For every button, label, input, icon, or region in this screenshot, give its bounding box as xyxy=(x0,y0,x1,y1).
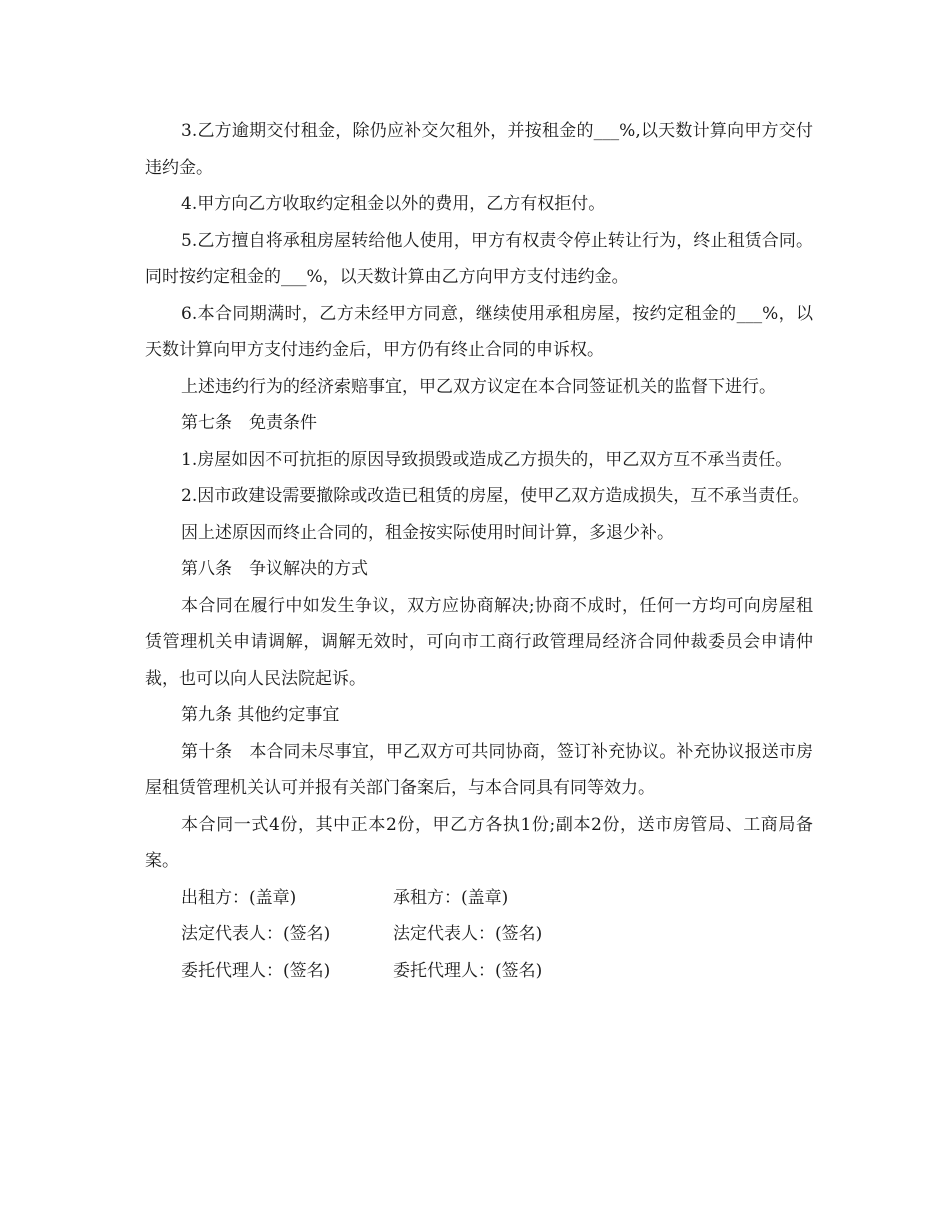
breach-claims-paragraph: 上述违约行为的经济索赔事宜，甲乙双方议定在本合同签证机关的监督下进行。 xyxy=(181,376,776,397)
contract-copies-paragraph: 本合同一式4份，其中正本2份，甲乙方各执1份;副本2份，送市房管局、工商局备案。 xyxy=(145,814,813,871)
clause-4-refuse-extra-fees: 4.甲方向乙方收取约定租金以外的费用，乙方有权拒付。 xyxy=(181,194,606,214)
clause-6-overstay-penalty: 6.本合同期满时，乙方未经甲方同意，继续使用承租房屋，按约定租金的___%，以天数计算向甲方支付违约金后，甲方仍有终止合同的申诉权。 xyxy=(145,303,813,360)
lessor-seal-label: 出租方：(盖章) xyxy=(181,887,297,908)
article-7-item-2: 2.因市政建设需要撤除或改造已租赁的房屋，使甲乙双方造成损失，互不承当责任。 xyxy=(181,486,810,506)
article-7-rent-settlement: 因上述原因而终止合同的，租金按实际使用时间计算，多退少补。 xyxy=(181,522,674,543)
article-8-heading: 第八条 争议解决的方式 xyxy=(181,559,368,579)
document-body xyxy=(145,113,813,989)
signature-row-party xyxy=(145,880,813,917)
clause-3-late-rent-penalty: 3.乙方逾期交付租金，除仍应补交欠租外，并按租金的___%,以天数计算向甲方交付违约金。 xyxy=(145,121,813,178)
article-7-heading: 第七条 免责条件 xyxy=(181,413,317,433)
signature-row-legal-rep xyxy=(145,916,813,953)
article-7-item-1: 1.房屋如因不可抗拒的原因导致损毁或造成乙方损失的，甲乙双方互不承当责任。 xyxy=(181,449,793,470)
article-8-dispute-resolution: 本合同在履行中如发生争议，双方应协商解决;协商不成时，任何一方均可向房屋租赁管理机关申请调解，调解无效时，可向市工商行政管理局经济合同仲裁委员会申请仲裁，也可以向人民法院起诉。 xyxy=(145,595,813,689)
lessee-seal-label: 承租方：(盖章) xyxy=(393,887,509,908)
lessee-legal-rep-label: 法定代表人：(签名) xyxy=(393,924,543,944)
lessee-agent-label: 委托代理人：(签名) xyxy=(393,960,543,981)
clause-5-unauthorized-sublet: 5.乙方擅自将承租房屋转给他人使用，甲方有权责令停止转让行为，终止租赁合同。同时按约定租金的___%，以天数计算由乙方向甲方支付违约金。 xyxy=(145,230,813,287)
lessor-legal-rep-label: 法定代表人：(签名) xyxy=(181,924,331,944)
article-10-supplementary: 第十条 本合同未尽事宜，甲乙双方可共同协商，签订补充协议。补充协议报送市房屋租赁管理机关认可并报有关部门备案后，与本合同具有同等效力。 xyxy=(145,741,813,798)
signature-row-agent xyxy=(145,953,813,990)
article-9-heading: 第九条 其他约定事宜 xyxy=(181,705,340,725)
lessor-agent-label: 委托代理人：(签名) xyxy=(181,960,331,981)
